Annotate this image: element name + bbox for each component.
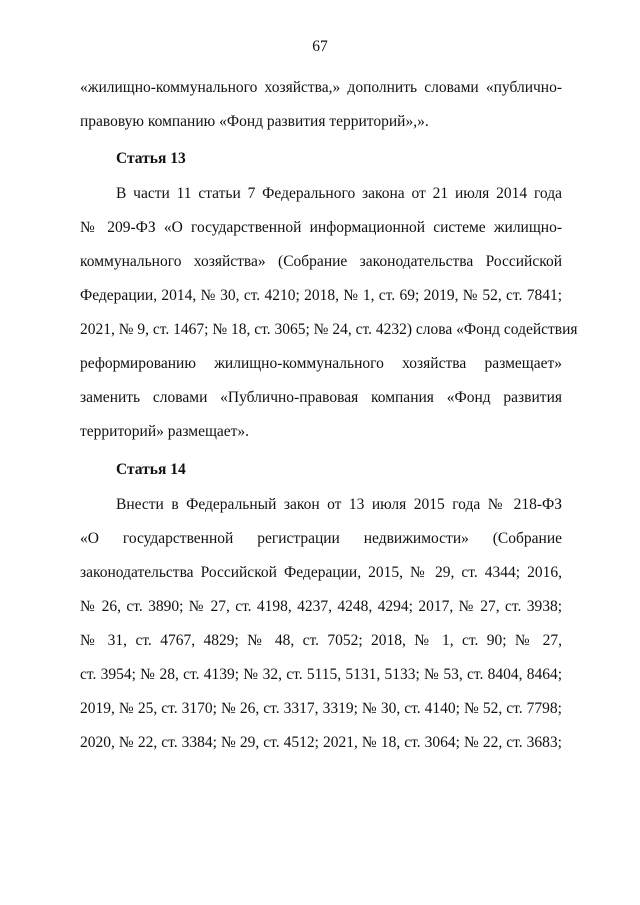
text-line: территорий» размещает». (80, 423, 250, 440)
text-line: № 31, ст. 4767, 4829; № 48, ст. 7052; 2018, № 1, ст. 90; № 27, (80, 632, 562, 649)
article-14-heading: Статья 14 (116, 461, 186, 478)
text-line: законодательства Российской Федерации, 2015, № 29, ст. 4344; 2016, (80, 564, 562, 581)
text-line: 2019, № 25, ст. 3170; № 26, ст. 3317, 3319; № 30, ст. 4140; № 52, ст. 7798; (80, 700, 562, 717)
text-line: В части 11 статьи 7 Федерального закона от 21 июля 2014 года (116, 185, 562, 202)
text-line: правовую компанию «Фонд развития территорий»,». (80, 113, 429, 130)
article-13-body (80, 177, 578, 449)
text-line: 2021, № 9, ст. 1467; № 18, ст. 3065; № 24, ст. 4232) слова «Фонд содействия (80, 321, 578, 338)
text-line: ст. 3954; № 28, ст. 4139; № 32, ст. 5115, 5131, 5133; № 53, ст. 8404, 8464; (80, 666, 562, 683)
paragraph-continuation (80, 71, 562, 139)
text-line: № 209-ФЗ «О государственной информационной системе жилищно- (80, 219, 562, 236)
article-14-body (80, 488, 562, 760)
text-line: Внести в Федеральный закон от 13 июля 2015 года № 218-ФЗ (116, 496, 562, 513)
text-line: «жилищно-коммунального хозяйства,» дополнить словами «публично- (80, 79, 562, 96)
text-line: Федерации, 2014, № 30, ст. 4210; 2018, № 1, ст. 69; 2019, № 52, ст. 7841; (80, 287, 562, 304)
text-line: «О государственной регистрации недвижимости» (Собрание (80, 530, 562, 547)
text-line: коммунального хозяйства» (Собрание законодательства Российской (80, 253, 562, 270)
text-line: реформированию жилищно-коммунального хозяйства размещает» (80, 355, 562, 372)
article-13-heading: Статья 13 (116, 150, 186, 167)
text-line: 2020, № 22, ст. 3384; № 29, ст. 4512; 2021, № 18, ст. 3064; № 22, ст. 3683; (80, 734, 562, 751)
text-line: заменить словами «Публично-правовая компания «Фонд развития (80, 389, 562, 406)
page-number: 67 (312, 38, 328, 55)
text-line: № 26, ст. 3890; № 27, ст. 4198, 4237, 4248, 4294; 2017, № 27, ст. 3938; (80, 598, 562, 615)
